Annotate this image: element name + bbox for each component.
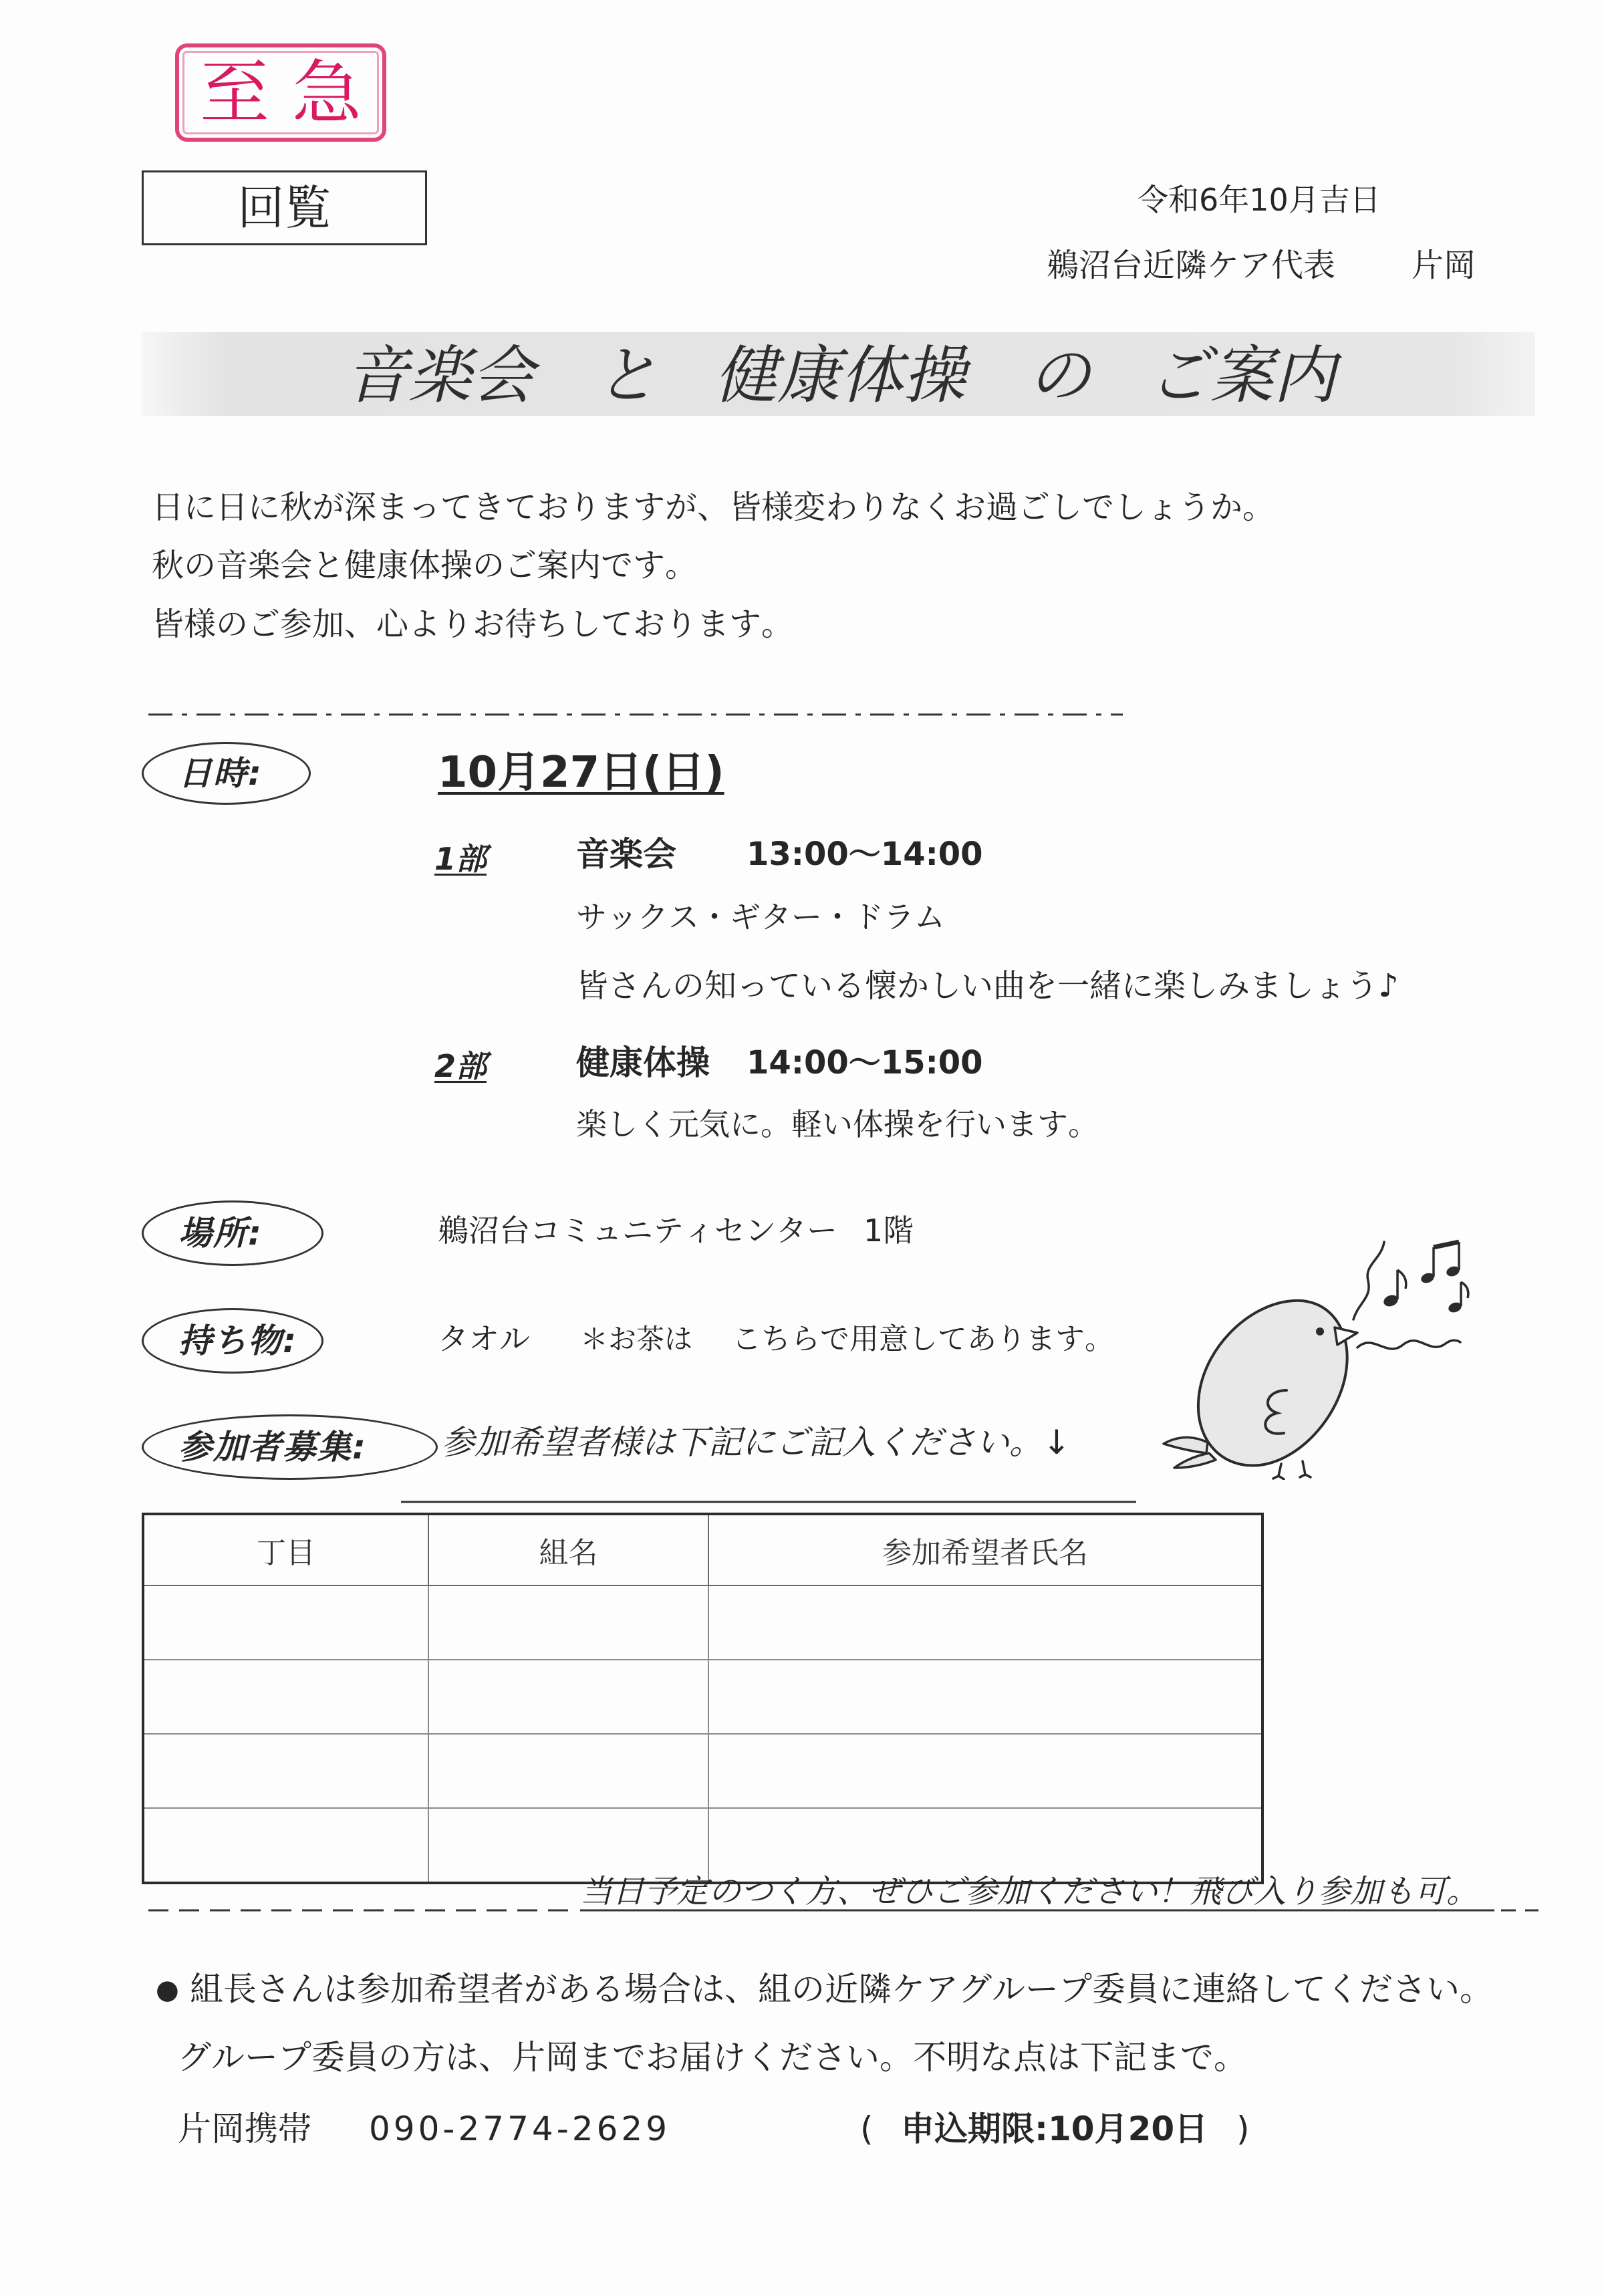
sender-organization: 鵜沼台近隣ケア代表: [1047, 247, 1336, 284]
contact-label: 片岡携帯: [178, 2110, 311, 2148]
column-header-chome: 丁目: [143, 1514, 428, 1585]
belongings-note: こちらで用意してあります。: [732, 1322, 1114, 1356]
venue-floor: 1階: [863, 1213, 914, 1249]
footer-line-2: グループ委員の方は、片岡までお届けください。不明な点は下記まで。: [178, 2038, 1247, 2077]
part-1-label: 1部: [434, 841, 487, 877]
schedule-label-oval: [142, 742, 311, 805]
part-1-time: 13:00～14:00: [747, 836, 983, 873]
table-cell: [708, 1734, 1262, 1808]
bird-eye: [1316, 1327, 1324, 1335]
venue-label-oval: [142, 1200, 323, 1266]
footer-line-1: 組長さんは参加希望者がある場合は、組の近隣ケアグループ委員に連絡してください。: [190, 1970, 1493, 2009]
belongings-note-prefix: ＊お茶は: [580, 1323, 693, 1356]
bullet-icon: ●: [156, 1974, 179, 2005]
belongings-item: タオル: [438, 1321, 530, 1357]
event-date: 10月27日(日): [438, 748, 724, 797]
music-note-icon: [1447, 1282, 1468, 1314]
title-part-exercise: 健康体操: [714, 340, 966, 412]
bird-body: [1198, 1301, 1347, 1466]
venue-label: 場所:: [178, 1214, 263, 1253]
intro-line-1: 日に日に秋が深まってきておりますが、皆様変わりなくお過ごしでしょうか。: [152, 489, 1275, 526]
part-2-label: 2部: [434, 1048, 487, 1084]
sound-wave-line-upper: [1353, 1242, 1384, 1319]
music-note-icon: [1382, 1270, 1406, 1308]
part-2-name: 健康体操: [576, 1043, 710, 1082]
intro-line-3: 皆様のご参加、心よりお待ちしております。: [152, 606, 794, 643]
beamed-notes-icon: [1420, 1242, 1461, 1285]
part-2-time: 14:00～15:00: [747, 1044, 983, 1081]
table-cell: [708, 1808, 1262, 1883]
part-1-instruments: サックス・ギター・ドラム: [576, 899, 945, 935]
bird-feet: [1273, 1461, 1311, 1479]
table-cell: [428, 1585, 708, 1660]
application-deadline: 申込期限:10月20日: [901, 2110, 1208, 2148]
circulation-label: 回覧: [237, 180, 331, 235]
table-row: [143, 1808, 1262, 1883]
issue-date: 令和6年10月吉日: [1138, 182, 1381, 218]
intro-line-2: 秋の音楽会と健康体操のご案内です。: [152, 547, 698, 584]
sender-name: 片岡: [1412, 247, 1476, 284]
title-part-of: の: [1028, 340, 1091, 412]
contact-phone: 090-2774-2629: [369, 2110, 671, 2148]
urgent-stamp: [175, 43, 386, 142]
circulation-box: [142, 170, 427, 245]
table-row: [143, 1585, 1262, 1660]
signup-table: [142, 1513, 1264, 1884]
table-cell: [708, 1585, 1262, 1660]
recruitment-label: 参加者募集:: [178, 1428, 367, 1466]
table-cell: [143, 1660, 428, 1734]
table-cell: [428, 1734, 708, 1808]
title-part-and: と: [595, 340, 658, 412]
recruitment-instruction: 参加希望者様は下記にご記入ください。↓: [441, 1423, 1071, 1462]
title-part-concert: 音楽会: [346, 340, 535, 412]
sound-wave-line-lower: [1357, 1340, 1460, 1349]
deadline-paren-open: (: [860, 2110, 874, 2148]
table-row: [143, 1660, 1262, 1734]
table-header-row: [143, 1514, 1262, 1585]
urgent-stamp-text: 至急: [200, 51, 385, 134]
walk-in-note: 当日予定のつく方、ぜひご参加ください！飛び入り参加も可。: [580, 1873, 1479, 1910]
column-header-group: 組名: [428, 1514, 708, 1585]
table-cell: [143, 1585, 428, 1660]
column-header-participant-name: 参加希望者氏名: [708, 1514, 1262, 1585]
schedule-label: 日時:: [178, 754, 263, 793]
part-1-description: 皆さんの知っている懐かしい曲を一緒に楽しみましょう♪: [576, 967, 1399, 1005]
table-cell: [428, 1808, 708, 1883]
table-cell: [708, 1660, 1262, 1734]
belongings-label: 持ち物:: [178, 1321, 297, 1360]
title-part-guide: ご案内: [1148, 340, 1337, 412]
part-2-description: 楽しく元気に。軽い体操を行います。: [576, 1106, 1099, 1142]
table-cell: [143, 1808, 428, 1883]
part-1-name: 音楽会: [576, 835, 676, 874]
table-cell: [428, 1660, 708, 1734]
bird-illustration: [1160, 1233, 1473, 1480]
deadline-paren-close: ): [1236, 2110, 1250, 2148]
table-cell: [143, 1734, 428, 1808]
venue-name: 鵜沼台コミュニティセンター: [438, 1213, 837, 1249]
recruitment-label-oval: [142, 1414, 438, 1480]
table-row: [143, 1734, 1262, 1808]
belongings-label-oval: [142, 1308, 323, 1374]
